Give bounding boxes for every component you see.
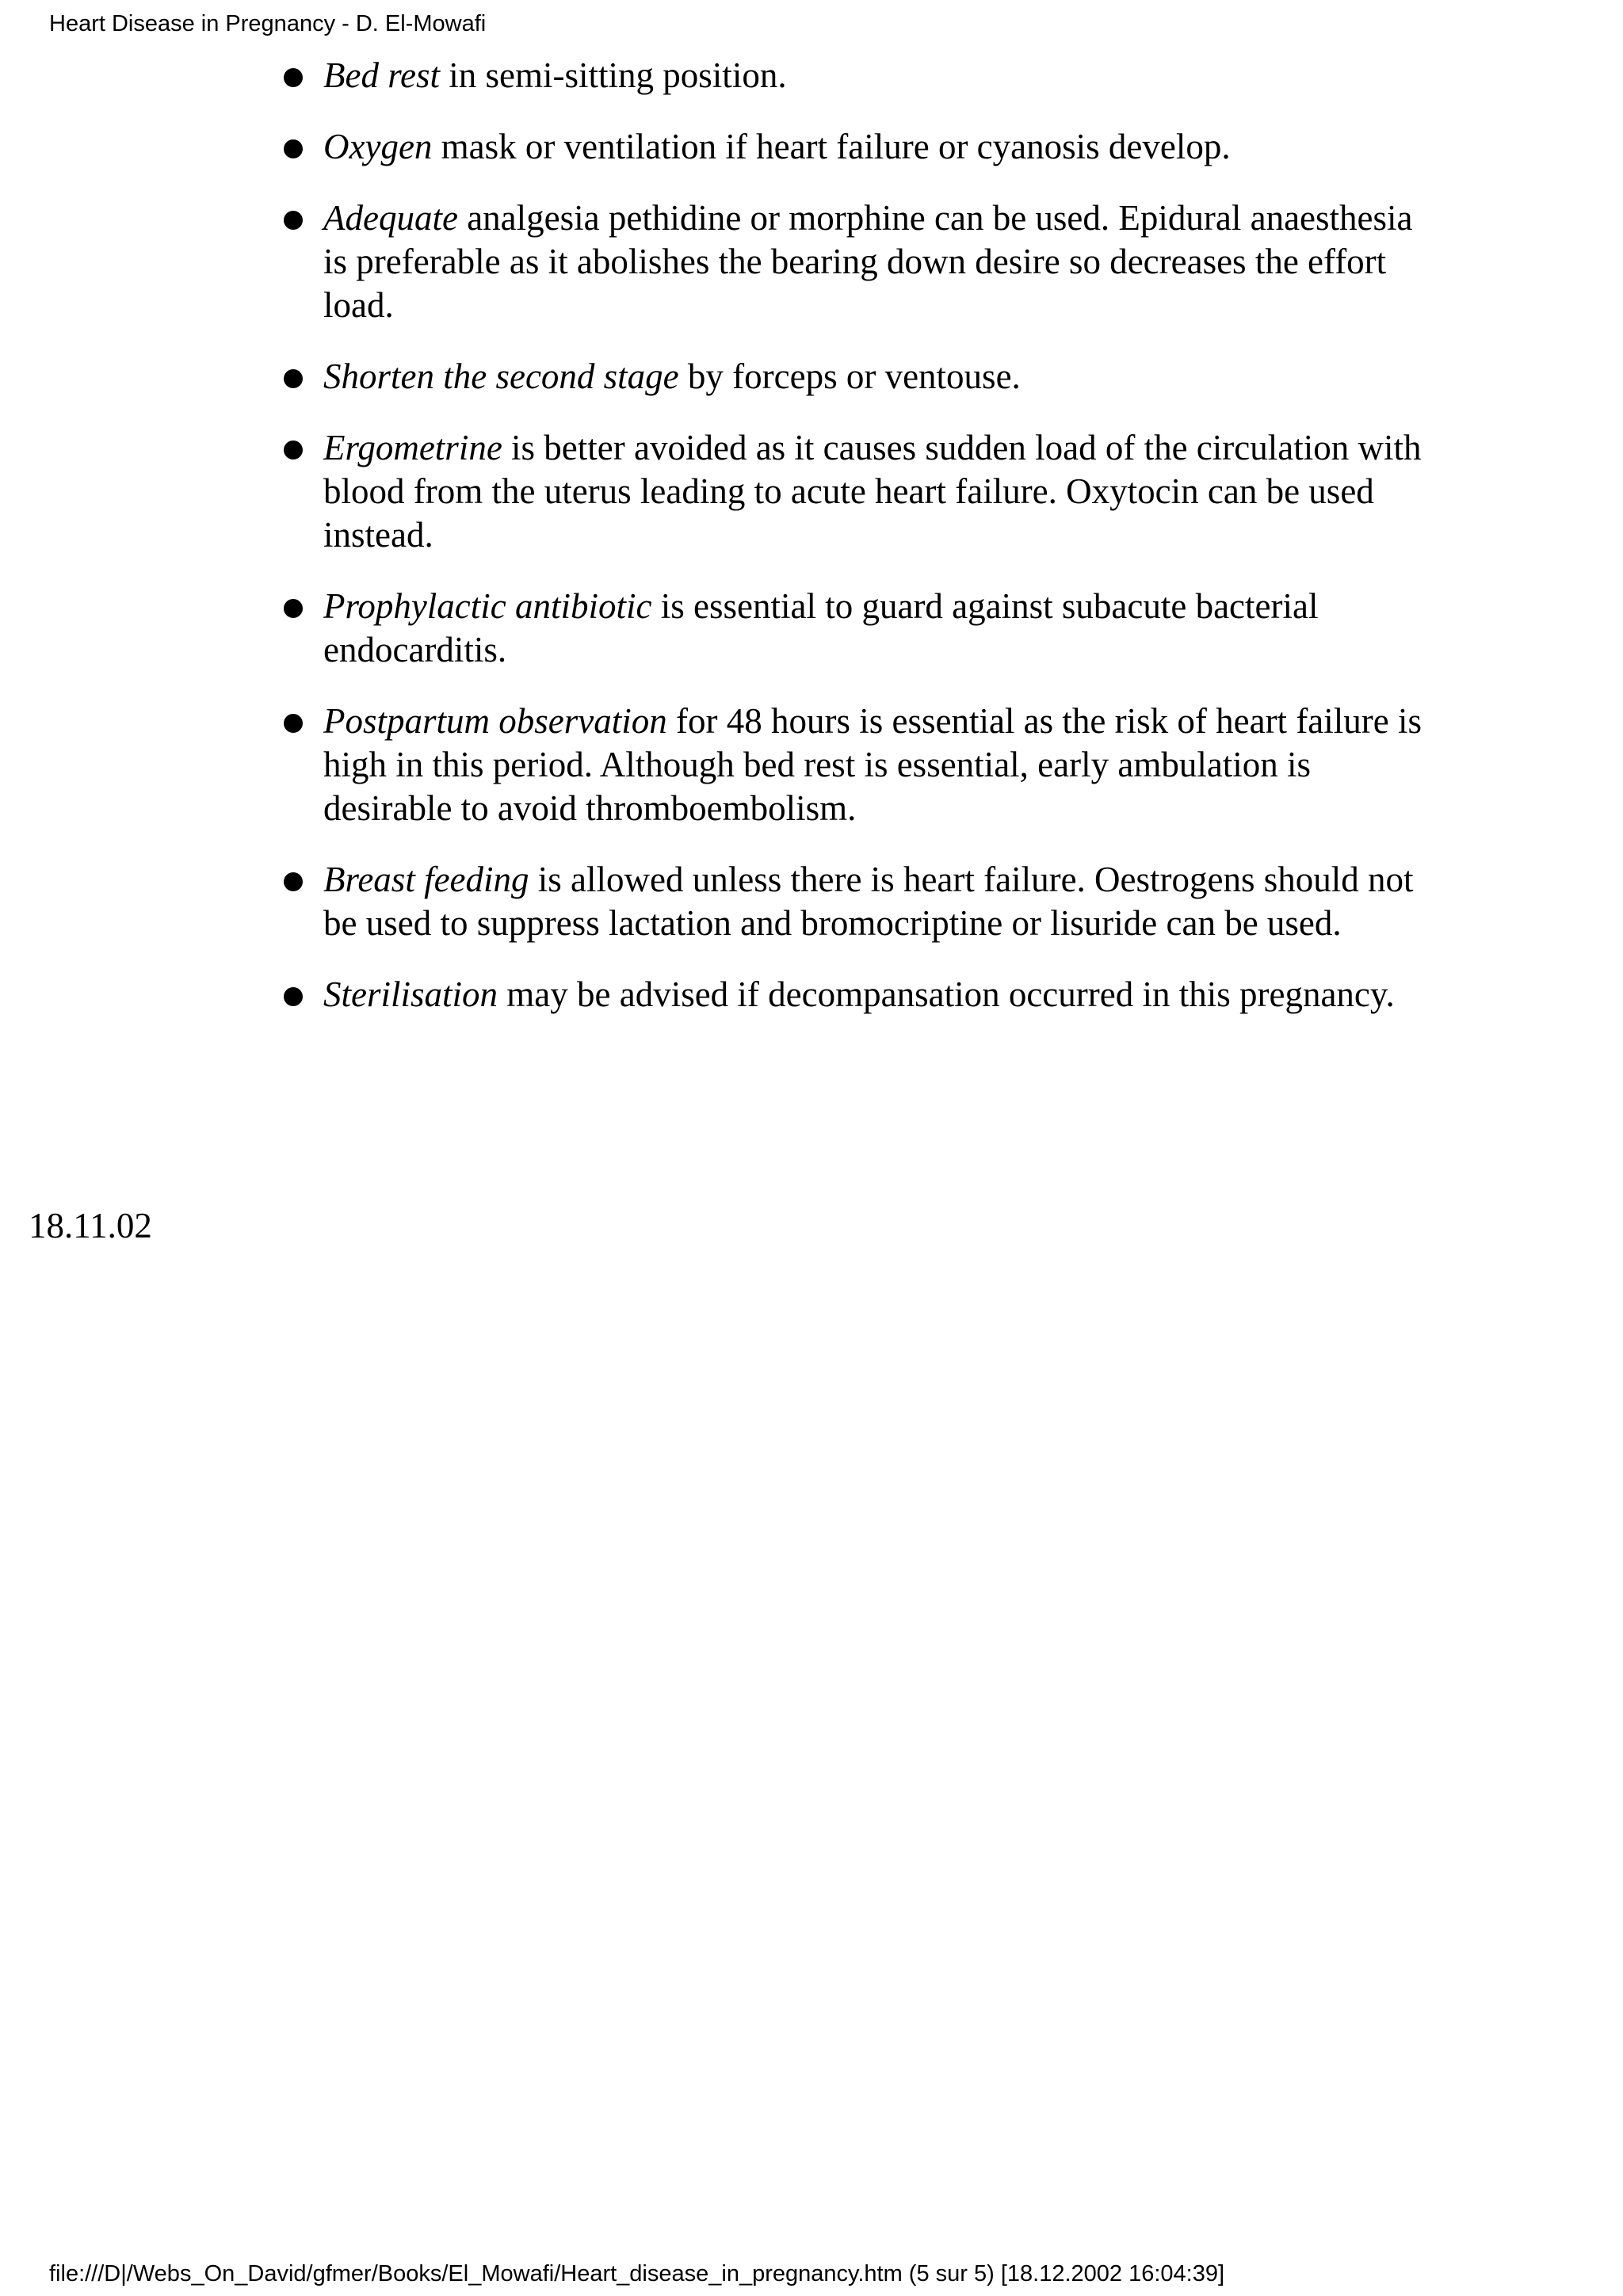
bullet-text: is better avoided as it causes sudden load of the circulation with blood from the uterus leading to acute heart failure. Oxytocin can be used instead. — [323, 428, 1422, 555]
bullet-dot-icon — [284, 369, 303, 388]
bullet-term: Bed rest — [323, 55, 441, 95]
page-date: 18.11.02 — [29, 1206, 152, 1245]
list-item — [282, 355, 1423, 399]
list-item — [282, 125, 1423, 169]
bullet-term: Sterilisation — [323, 974, 498, 1014]
bullet-term: Breast feeding — [323, 860, 529, 899]
bullet-dot-icon — [284, 872, 303, 891]
bullet-text: mask or ventilation if heart failure or cyanosis develop. — [432, 127, 1231, 166]
list-item — [282, 700, 1423, 830]
running-footer-url: file:///D|/Webs_On_David/gfmer/Books/El_Mowafi/Heart_disease_in_pregnancy.htm (5 sur 5) [18.12.2002 16:04:39] — [49, 2261, 1225, 2286]
running-header: Heart Disease in Pregnancy - D. El-Mowafi — [49, 11, 487, 36]
bullet-text: may be advised if decompansation occurred in this pregnancy. — [498, 974, 1395, 1014]
bullet-text: by forceps or ventouse. — [678, 357, 1021, 396]
list-item — [282, 973, 1423, 1016]
bullet-text: is essential to guard against subacute bacterial endocarditis. — [323, 586, 1319, 669]
bullet-text: in semi-sitting position. — [440, 55, 787, 95]
list-item — [282, 585, 1423, 672]
bullet-dot-icon — [284, 211, 303, 230]
bullet-list — [282, 54, 1423, 1044]
bullet-text: analgesia pethidine or morphine can be used. Epidural anaesthesia is preferable as it abolishes the bearing down desire so decreases the effort load. — [323, 198, 1413, 325]
bullet-dot-icon — [284, 714, 303, 733]
bullet-term: Ergometrine — [323, 428, 502, 467]
list-item — [282, 858, 1423, 945]
list-item — [282, 54, 1423, 97]
list-item — [282, 196, 1423, 327]
bullet-term: Postpartum observation — [323, 701, 667, 741]
bullet-term: Shorten the second stage — [323, 357, 679, 396]
bullet-dot-icon — [284, 441, 303, 460]
bullet-text: is allowed unless there is heart failure. Oestrogens should not be used to suppress lactation and bromocriptine or lisuride can be used. — [323, 860, 1414, 943]
bullet-text: for 48 hours is essential as the risk of heart failure is high in this period. Although bed rest is essential, early ambulation is desirable to avoid thromboembolism. — [323, 701, 1423, 828]
bullet-dot-icon — [284, 139, 303, 158]
bullet-term: Oxygen — [323, 127, 433, 166]
bullet-term: Adequate — [323, 198, 458, 238]
bullet-dot-icon — [284, 599, 303, 618]
bullet-dot-icon — [284, 987, 303, 1006]
bullet-term: Prophylactic antibiotic — [323, 586, 652, 626]
bullet-dot-icon — [284, 68, 303, 87]
list-item — [282, 426, 1423, 557]
